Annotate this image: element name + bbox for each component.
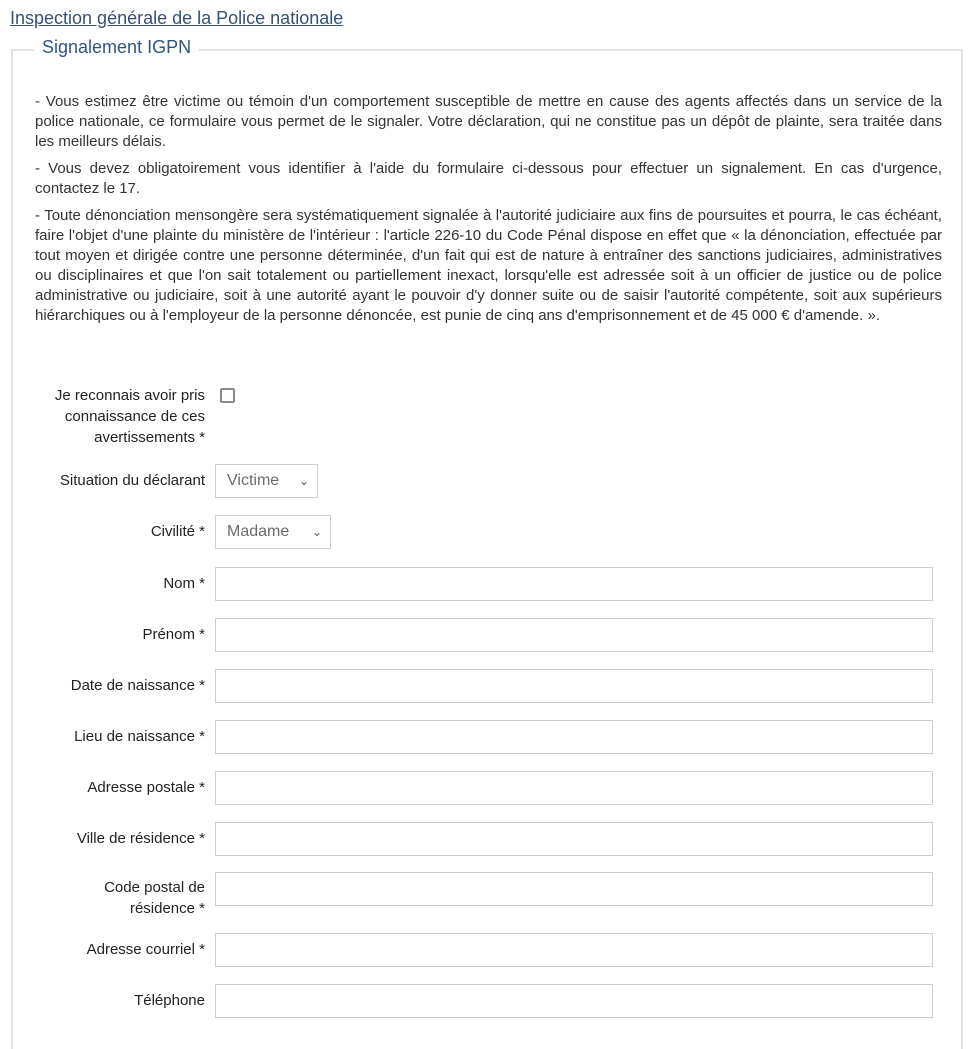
adresse-postale-label: Adresse postale * xyxy=(87,779,205,796)
code-postal-input[interactable] xyxy=(215,872,933,906)
date-naissance-input[interactable] xyxy=(215,669,933,703)
lieu-naissance-label: Lieu de naissance * xyxy=(74,728,205,745)
date-naissance-label: Date de naissance * xyxy=(70,677,205,694)
adresse-courriel-label: Adresse courriel * xyxy=(86,941,205,958)
situation-select[interactable] xyxy=(215,464,318,498)
telephone-input[interactable] xyxy=(215,984,933,1018)
chevron-down-icon: ⌄ xyxy=(298,474,309,488)
adresse-courriel-input[interactable] xyxy=(215,933,933,967)
prenom-input[interactable] xyxy=(215,618,933,652)
fieldset-legend: Signalement IGPN xyxy=(34,37,199,58)
civilite-select[interactable] xyxy=(215,515,331,549)
acknowledge-label: Je reconnais avoir pris connaissance de ces avertissements * xyxy=(54,387,205,446)
warning-paragraph-2: - Vous devez obligatoirement vous identifier à l'aide du formulaire ci-dessous pour effectuer un signalement. En cas d'urgence, contactez le 17. xyxy=(35,160,942,197)
acknowledge-checkbox[interactable] xyxy=(220,388,235,403)
signalement-fieldset xyxy=(11,37,963,1049)
situation-label: Situation du déclarant xyxy=(59,472,205,489)
nom-input[interactable] xyxy=(215,567,933,601)
situation-value: Victime xyxy=(227,472,280,489)
nom-label: Nom * xyxy=(163,575,205,592)
warning-paragraph-3: - Toute dénonciation mensongère sera systématiquement signalée à l'autorité judiciaire aux fins de poursuites et pourra, le cas échéant, faire l'objet d'une plainte du ministère de l'intérieur : l'article 226-10 du Code Pénal dispose en effet que « la dénonciation, effectuée par tout moyen et dirigée contre une personne déterminée, d'un fait qui est de nature à entraîner des sanctions judiciaires, administratives ou disciplinaires et que l'on sait totalement ou partiellement inexact, lorsqu'elle est adressée soit à un officier de justice ou de police administrative ou judiciaire, soit à une autorité ayant le pouvoir d'y donner suite ou de saisir l'autorité compétente, soit aux supérieurs hiérarchiques ou à l'employeur de la personne dénoncée, est punie de cinq ans d'emprisonnement et de 45 000 € d'amende. ». xyxy=(35,207,942,324)
code-postal-label: Code postal de résidence * xyxy=(104,879,205,917)
chevron-down-icon: ⌄ xyxy=(311,525,322,539)
warning-paragraph-1: - Vous estimez être victime ou témoin d'un comportement susceptible de mettre en cause des agents affectés dans un service de la police nationale, ce formulaire vous permet de le signaler. Votre déclaration, qui ne constitue pas un dépôt de plainte, sera traitée dans les meilleurs délais. xyxy=(35,93,942,150)
telephone-label: Téléphone xyxy=(134,992,205,1009)
civilite-label: Civilité * xyxy=(150,523,205,540)
civilite-value: Madame xyxy=(227,523,290,540)
igpn-home-link[interactable]: Inspection générale de la Police nationale xyxy=(10,8,344,28)
lieu-naissance-input[interactable] xyxy=(215,720,933,754)
ville-residence-label: Ville de résidence * xyxy=(76,830,205,847)
adresse-postale-input[interactable] xyxy=(215,771,933,805)
ville-residence-input[interactable] xyxy=(215,822,933,856)
prenom-label: Prénom * xyxy=(142,626,205,643)
warning-text xyxy=(35,92,942,333)
